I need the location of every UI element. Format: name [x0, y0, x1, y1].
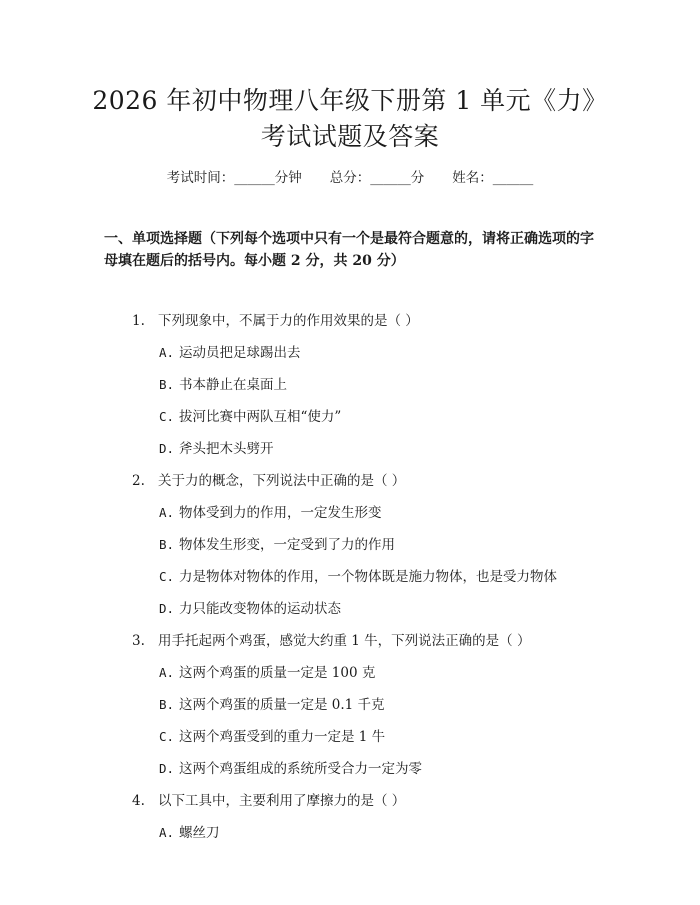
option-letter: C. [159, 729, 175, 744]
option-letter: C. [159, 409, 175, 424]
section-heading-single-choice: 一、单项选择题（下列每个选项中只有一个是最符合题意的，请将正确选项的字母填在题后的括号内。每小题 2 分，共 20 分） [104, 231, 594, 269]
question-2-option-a [159, 503, 382, 523]
option-letter: C. [159, 569, 175, 584]
question-2-option-d [159, 599, 341, 619]
option-text: 这两个鸡蛋组成的系统所受合力一定为零 [179, 761, 422, 777]
student-name-field: 姓名：______ [452, 170, 534, 186]
question-3 [132, 631, 530, 651]
total-score-field: 总分：______分 [329, 170, 425, 186]
option-text: 螺丝刀 [179, 825, 220, 841]
exam-meta [0, 168, 700, 188]
option-letter: A. [159, 345, 175, 360]
question-1-option-a [159, 343, 301, 363]
question-2 [132, 471, 405, 491]
question-3-option-c [159, 727, 385, 747]
option-letter: B. [159, 537, 175, 552]
question-1 [132, 311, 419, 331]
question-3-option-d [159, 759, 422, 779]
question-text: 以下工具中，主要利用了摩擦力的是（ ） [158, 793, 406, 809]
option-text: 这两个鸡蛋的质量一定是 100 克 [179, 665, 376, 681]
document-title-line-1: 2026 年初中物理八年级下册第 1 单元《力》 [92, 86, 608, 115]
option-text: 这两个鸡蛋受到的重力一定是 1 牛 [179, 729, 386, 745]
option-letter: A. [159, 505, 175, 520]
option-letter: D. [159, 601, 175, 616]
question-number: 4. [132, 793, 145, 809]
question-2-option-b [159, 535, 395, 555]
question-1-option-c [159, 407, 341, 427]
option-letter: D. [159, 761, 175, 776]
question-1-option-d [159, 439, 274, 459]
question-3-option-b [159, 695, 385, 715]
option-letter: B. [159, 697, 175, 712]
option-text: 力只能改变物体的运动状态 [179, 601, 341, 617]
option-text: 运动员把足球踢出去 [179, 345, 301, 361]
question-2-option-c [159, 567, 557, 587]
option-letter: A. [159, 665, 175, 680]
option-text: 物体发生形变，一定受到了力的作用 [179, 537, 395, 553]
question-number: 2. [132, 473, 145, 489]
option-text: 斧头把木头劈开 [179, 441, 274, 457]
question-text: 关于力的概念，下列说法中正确的是（ ） [158, 473, 406, 489]
document-title-line-2: 考试试题及答案 [260, 122, 440, 151]
option-letter: A. [159, 825, 175, 840]
question-4-option-a [159, 823, 220, 843]
question-3-option-a [159, 663, 375, 683]
question-1-option-b [159, 375, 287, 395]
question-text: 下列现象中，不属于力的作用效果的是（ ） [158, 313, 419, 329]
question-number: 1. [132, 313, 145, 329]
option-text: 力是物体对物体的作用，一个物体既是施力物体，也是受力物体 [179, 569, 557, 585]
option-letter: D. [159, 441, 175, 456]
question-text: 用手托起两个鸡蛋，感觉大约重 1 牛，下列说法正确的是（ ） [158, 633, 531, 649]
option-text: 物体受到力的作用，一定发生形变 [179, 505, 382, 521]
question-number: 3. [132, 633, 145, 649]
question-4 [132, 791, 405, 811]
option-text: 这两个鸡蛋的质量一定是 0.1 千克 [179, 697, 385, 713]
exam-time-field: 考试时间：______分钟 [166, 170, 302, 186]
option-text: 书本静止在桌面上 [179, 377, 287, 393]
option-text: 拔河比赛中两队互相“使力” [179, 409, 342, 425]
option-letter: B. [159, 377, 175, 392]
